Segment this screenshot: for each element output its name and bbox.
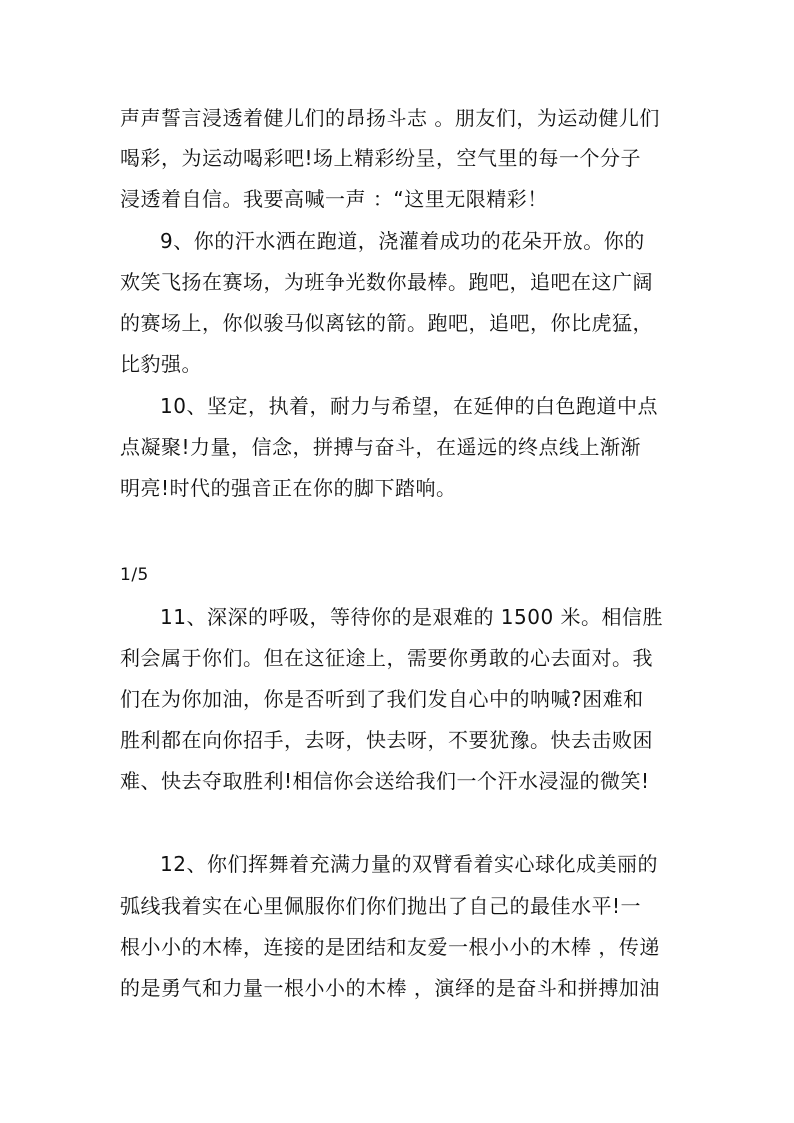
text-line: 声声誓言浸透着健儿们的昂扬斗志 。朋友们，为运动健儿们 bbox=[120, 106, 660, 130]
text-line: 弧线我着实在心里佩服你们你们抛出了自己的最佳水平!一 bbox=[120, 894, 642, 918]
paragraph-10-start: 10、坚定，执着，耐力与希望，在延伸的白色跑道中点 bbox=[160, 394, 658, 418]
text-line: 难、快去夺取胜利!相信你会送给我们一个汗水浸湿的微笑! bbox=[120, 769, 650, 793]
paragraph-9-start: 9、你的汗水洒在跑道，浇灌着成功的花朵开放。你的 bbox=[160, 229, 645, 253]
text-line: 浸透着自信。我要高喊一声 ：“这里无限精彩！ bbox=[120, 187, 548, 211]
paragraph-12-start: 12、你们挥舞着充满力量的双臂看着实心球化成美丽的 bbox=[160, 852, 658, 876]
text-line: 胜利都在向你招手，去呀，快去呀，不要犹豫。快去击败困 bbox=[120, 728, 653, 752]
text-line: 的是勇气和力量一根小小的木棒 ，演绎的是奋斗和拼搏加油 bbox=[120, 976, 660, 1000]
page-number: 1/5 bbox=[120, 565, 149, 585]
text-line: 点凝聚!力量，信念，拼搏与奋斗，在遥远的终点线上渐渐 bbox=[120, 435, 642, 459]
text-line: 根小小的木棒，连接的是团结和友爱一根小小的木棒 ，传递 bbox=[120, 935, 660, 959]
paragraph-11-start: 11、深深的呼吸，等待你的是艰难的 1500 米。相信胜 bbox=[160, 605, 664, 629]
text-line: 们在为你加油，你是否听到了我们发自心中的呐喊?困难和 bbox=[120, 687, 644, 711]
text-line: 明亮!时代的强音正在你的脚下踏响。 bbox=[120, 476, 457, 500]
text-line: 的赛场上，你似骏马似离铉的箭。跑吧，追吧，你比虎猛， bbox=[120, 311, 653, 335]
text-line: 比豹强。 bbox=[120, 352, 202, 376]
text-line: 利会属于你们。但在这征途上，需要你勇敢的心去面对。我 bbox=[120, 646, 653, 670]
text-line: 欢笑飞扬在赛场，为班争光数你最棒。跑吧，追吧在这广阔 bbox=[120, 270, 653, 294]
text-line: 喝彩，为运动喝彩吧!场上精彩纷呈，空气里的每一个分子 bbox=[120, 146, 642, 170]
